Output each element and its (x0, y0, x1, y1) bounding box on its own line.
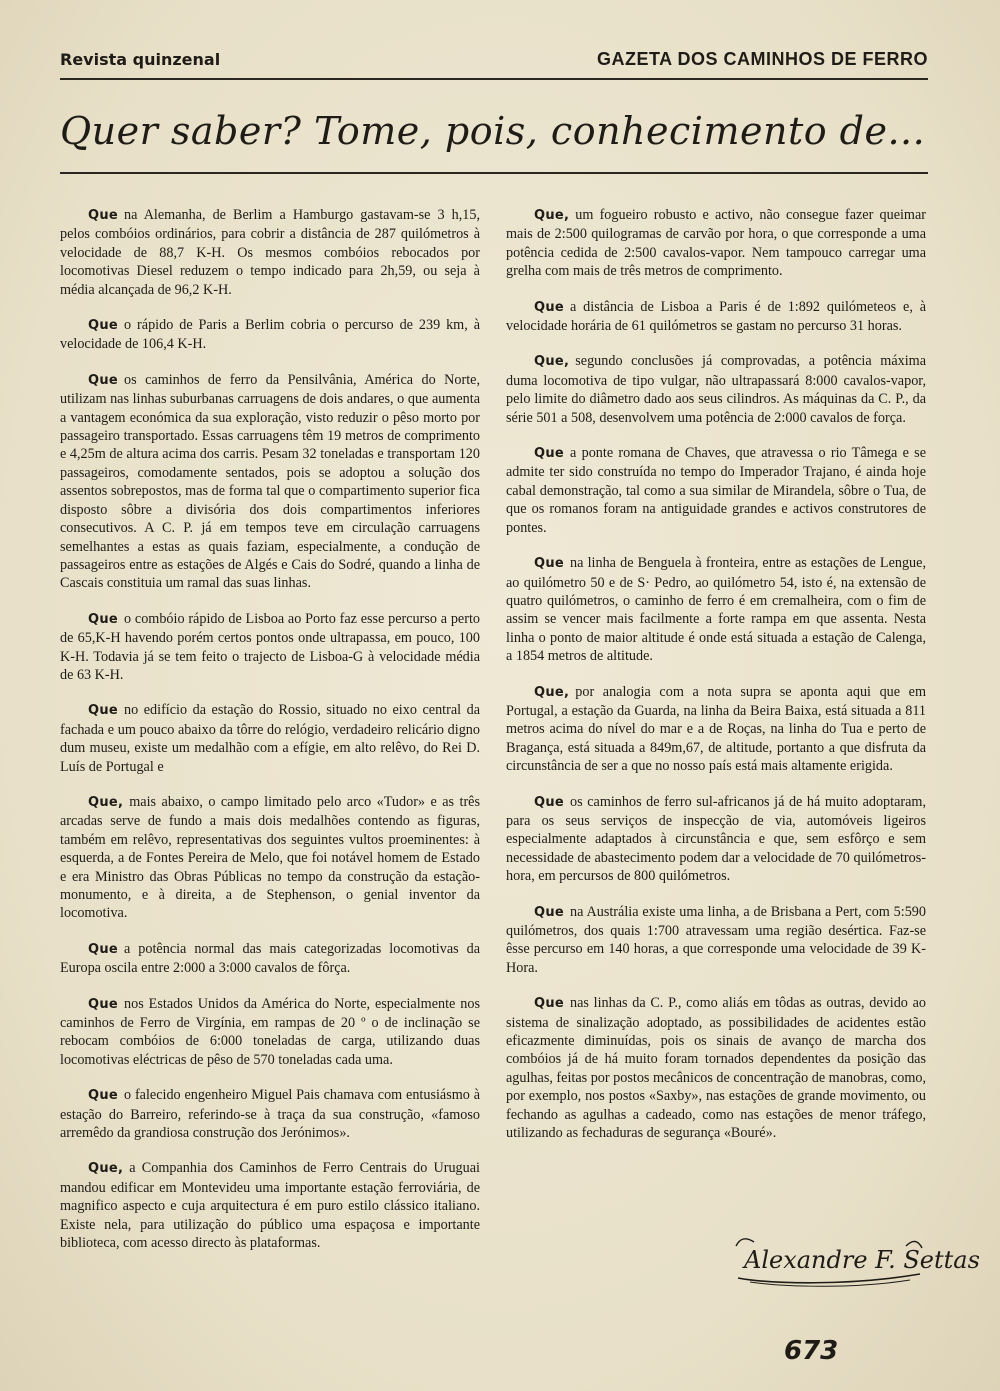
paragraph (60, 701, 480, 776)
paragraph (60, 610, 480, 685)
paragraph-keyword: Que (534, 299, 565, 315)
signature-text: Alexandre F. Settas (744, 1246, 980, 1274)
paragraph-text: os caminhos de ferro da Pensilvânia, América do Norte, utilizam nas linhas suburbanas carruagens de dois andares, o que aumenta a vantagem económica da sua exploração, visto reduzir o pêso morto por passageiro transportado. Essas carruagens têm 19 metros de comprimento e 4,25m de altura acima dos carris. Pesam 32 toneladas e transportam 120 passageiros, comodamente sentados, pois se adoptou a solução dos assentos sobrepostos, mas de forma tal que o compartimento superior fica disposto sôbre a divisória dos dois compartimentos inferiores consecutivos. A C. P. já em tempos teve em circulação carruagens semelhantes a estas as quais faziam, especialmente, a condução de passageiros entre as estações de Algés e Cais do Sodré, quando a linha de Cascais constituia um ramal das suas linhas. (60, 371, 480, 592)
right-column (506, 206, 926, 1159)
paragraph-keyword: Que (88, 372, 119, 388)
paragraph-keyword: Que (88, 1088, 119, 1104)
article-title: Quer saber? Tome, pois, conhecimento de... (60, 109, 926, 153)
paragraph-keyword: Que (88, 996, 119, 1012)
paragraph (506, 793, 926, 886)
paragraph-keyword: Que (88, 941, 119, 957)
paragraph (60, 371, 480, 593)
paragraph-text: o combóio rápido de Lisboa ao Porto faz esse percurso a perto de 65,K-H havendo porém certos pontos onde ultrapassa, em pouco, 100 K-H. Todavia já se tem feito o trajecto de Lisboa-G à velocidade média de 63 K-H. (60, 610, 480, 683)
paragraph-text: nos Estados Unidos da América do Norte, especialmente nos caminhos de Ferro de Virgínia, em rampas de 20 º o de inclinação se rebocam combóios de 6:000 toneladas de carga, utilizando duas locomotivas eléctricas de pêso de 570 toneladas cada uma. (60, 995, 480, 1068)
paragraph-keyword: Que, (88, 1161, 124, 1177)
paragraph-keyword: Que (88, 318, 119, 334)
left-column (60, 206, 480, 1270)
paragraph-keyword: Que (534, 904, 565, 920)
paragraph-keyword: Que (534, 556, 565, 572)
paragraph-keyword: Que (534, 996, 565, 1012)
paragraph-keyword: Que, (534, 684, 570, 700)
paragraph-keyword: Que, (88, 794, 124, 810)
paragraph-text: os caminhos de ferro sul-africanos já de há muito adoptaram, para os seus serviços de inspecção de via, automóveis ligeiros especialmente adaptados à circunstância e que, sem esfôrço e sem necessidade de abastecimento podem dar a velocidade de 70 quilómetros-hora, em percursos de 800 quilómetros. (506, 793, 926, 885)
paragraph (60, 940, 480, 978)
paragraph-text: um fogueiro robusto e activo, não consegue fazer queimar mais de 2:500 quilogramas de carvão por hora, o que corresponde a uma potência cedida de 2:500 cavalos-vapor. Nem tampouco carregar uma grelha com mais de três metros de comprimento. (506, 207, 926, 280)
paragraph (506, 444, 926, 537)
header-rule (60, 78, 928, 80)
paragraph-text: a ponte romana de Chaves, que atravessa o rio Tâmega e se admite ter sido construída no tempo do Imperador Trajano, é ainda hoje cabal demonstração, tal como a sua similar de Mirandela, sôbre o Tua, de que os romanos foram na antiguidade grandes e activos construtores de pontes. (506, 445, 926, 536)
signature (730, 1228, 980, 1292)
paragraph-keyword: Que (534, 794, 565, 810)
paragraph-text: por analogia com a nota supra se aponta aqui que em Portugal, a estação da Guarda, na linha da Beira Baixa, está situada a 811 metros acima do nível do mar e a de Roças, na linha do Tua e perto de Bragança, está situada a 849m,67, de altitude, portanto a que disfruta da circunstância de ser a que no nosso país está mais altamente erigida. (506, 683, 926, 775)
paragraph (506, 206, 926, 281)
paragraph (60, 793, 480, 923)
paragraph-text: o falecido engenheiro Miguel Pais chamava com entusiásmo à estação do Barreiro, referindo-se à traça da sua construção, «famoso arremêdo da grandiosa construção dos Jerónimos». (60, 1087, 480, 1142)
paragraph-text: a potência normal das mais categorizadas locomotivas da Europa oscila entre 2:000 a 3:000 cavalos de fôrça. (60, 940, 480, 977)
paragraph-text: a distância de Lisboa a Paris é de 1:892 quilómeteos e, à velocidade horária de 61 quilómetros se gastam no percurso 31 horas. (506, 298, 926, 335)
title-rule (60, 172, 928, 174)
paragraph (60, 316, 480, 354)
paragraph (60, 995, 480, 1070)
paragraph-keyword: Que (534, 446, 565, 462)
paragraph-keyword: Que, (534, 354, 570, 370)
paragraph (506, 352, 926, 427)
paragraph-text: segundo conclusões já comprovadas, a potência máxima duma locomotiva de tipo vulgar, não ultrapassará 8:000 cavalos-vapor, pelo limite do diâmetro dado aos seus cilindros. As máquinas da C. P., da série 501 a 508, desenvolvem uma potência de 2:000 cavalos de força. (506, 353, 926, 426)
header-publication-title: GAZETA DOS CAMINHOS DE FERRO (596, 48, 928, 69)
paragraph (506, 298, 926, 336)
paragraph-keyword: Que (88, 611, 119, 627)
paragraph-text: a Companhia dos Caminhos de Ferro Centrais do Uruguai mandou edificar em Montevideu uma importante estação ferroviária, de magnifico aspecto e cuja arquitectura é em puro estilo clássico italiano. Existe nela, para utilização do público uma espaçosa e importante biblioteca, com acesso directo às plataformas. (60, 1160, 480, 1252)
paragraph-text: na linha de Benguela à fronteira, entre as estações de Lengue, ao quilómetro 50 e de S· Pedro, ao quilómetro 54, isto é, na extensão de quatro quilómetros, o caminho de ferro é em cremalheira, com o fim de assim se vencer mais facilmente a forte rampa em que assenta. Nesta linha o ponto de maior altitude é onde está situada a estação de Calenga, a 1854 metros de altitude. (506, 555, 926, 665)
header-left-text: Revista quinzenal (60, 49, 221, 69)
paragraph (60, 1086, 480, 1142)
paragraph (60, 1159, 480, 1252)
paragraph (506, 554, 926, 665)
page-number: 673 (784, 1336, 839, 1366)
paragraph-keyword: Que (88, 208, 119, 223)
paragraph-text: mais abaixo, o campo limitado pelo arco «Tudor» e as três arcadas serve de fundo a mais dois medalhões contendo as figuras, também em relêvo, representativas dos seguintes vultos proeminentes: à esquerda, a de Fontes Pereira de Melo, que foi notável homem de Estado e era Ministro das Obras Públicas no tempo da construção da estação-monumento, e à direita, a de Stephenson, o genial inventor da locomotiva. (60, 793, 480, 922)
paragraph-text: no edifício da estação do Rossio, situado no eixo central da fachada e um pouco abaixo da tôrre do relógio, verdadeiro relicário digno dum museu, existe um medalhão com a efígie, em alto relêvo, do Rei D. Luís de Portugal e (60, 702, 480, 775)
paragraph-keyword: Que, (534, 208, 570, 223)
paragraph-text: o rápido de Paris a Berlim cobria o percurso de 239 km, à velocidade de 106,4 K-H. (60, 317, 480, 353)
paragraph (60, 206, 480, 299)
paragraph-text: nas linhas da C. P., como aliás em tôdas as outras, devido ao sistema de sinalização adoptado, as possibilidades de acidentes estão eficazmente diminuídas, pois os sinais de avanço de marcha dos combóios já de há muito foram tornados dependentes da posição das agulhas, feitas por postos mecânicos de concentração de manobras, como, por exemplo, nos postos «Saxby», nas estações de grande movimento, ou fechando as agulhas a cadeado, como nas estações de menor tráfego, utilizando as fechaduras de segurança «Bouré». (506, 995, 926, 1142)
paragraph (506, 994, 926, 1142)
page-header (60, 44, 928, 74)
paragraph-text: na Austrália existe uma linha, a de Brisbana a Pert, com 5:590 quilómetros, dos quais 1:700 atravessam uma região desértica. Faz-se êsse percurso em 140 horas, a que corresponde uma velocidade de 39 K-Hora. (506, 903, 926, 976)
paragraph (506, 903, 926, 978)
paragraph (506, 683, 926, 776)
paragraph-text: na Alemanha, de Berlim a Hamburgo gastavam-se 3 h,15, pelos combóios ordinários, para cobrir a distância de 287 quilómetros à velocidade de 88,7 K-H. Os mesmos combóios rebocados por locomotivas Diesel reduzem o tempo indicado para 2h,59, ou seja à média alcançada de 96,2 K-H. (60, 207, 480, 298)
paragraph-keyword: Que (88, 703, 119, 719)
